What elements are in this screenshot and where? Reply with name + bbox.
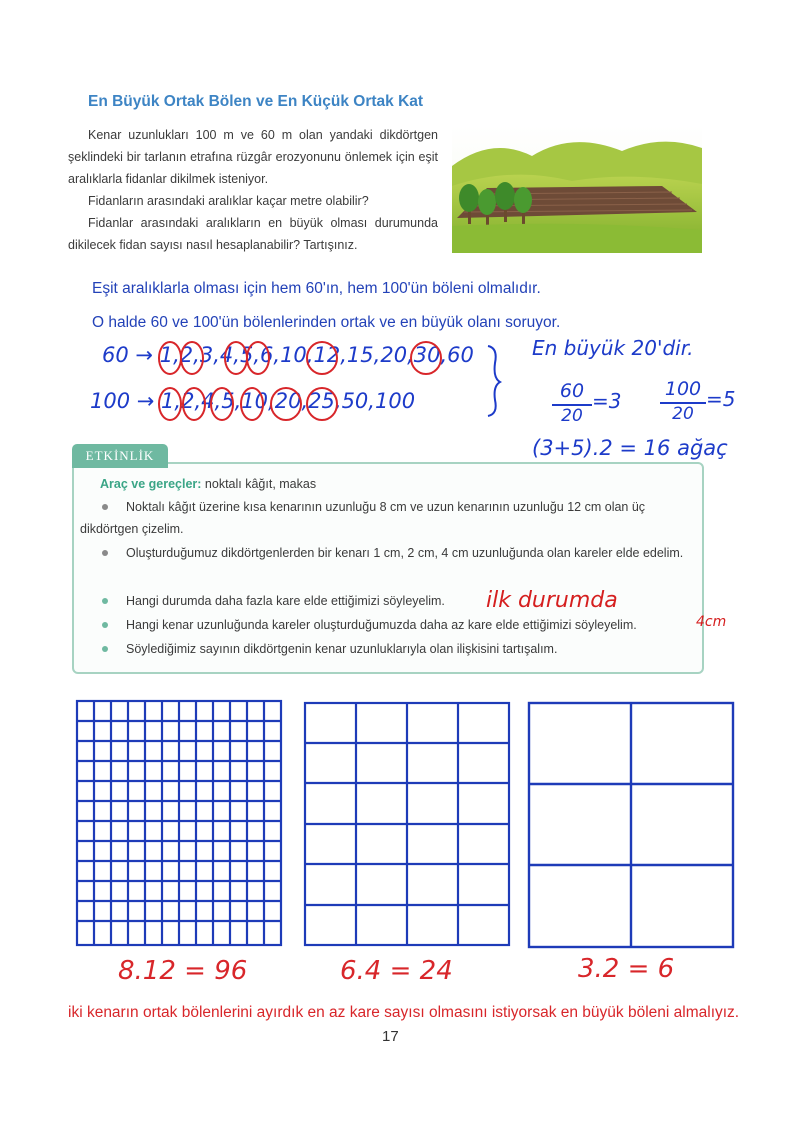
activity-item [80,614,692,636]
activity-item-text: Söylediğimiz sayının dikdörtgenin kenar uzunluklarıyla olan ilişkisini tartışalım. [126,642,558,656]
divisor-60-item: 6 [260,343,274,367]
problem-text [68,124,438,256]
activity-tab: ETKİNLİK [72,444,168,468]
page-number: 17 [382,1028,399,1045]
grid-4cm-squares [526,700,736,950]
divisors-60-row: 60 → 1,2,3,4,5,6,10,12,15,20,30,60 [102,343,474,367]
fraction-1-result: =3 [592,389,622,413]
divisor-100-item: 20 [274,389,302,413]
grid-1cm-squares [74,698,284,948]
fraction-2-denominator: 20 [672,404,694,424]
divisor-60-item: 12 [313,343,341,367]
divisor-100-item: 25 [308,389,335,413]
section-title: En Büyük Ortak Bölen ve En Küçük Ortak Kat [88,93,424,110]
divisor-100-item: 100 [374,389,416,413]
divisor-100-item: 10 [241,389,269,413]
grid-3-calculation: 3.2 = 6 [578,954,675,984]
field-illustration [452,126,702,253]
activity-item-text: Hangi durumda daha fazla kare elde ettiğimizi söyleyelim. [126,594,445,608]
divisor-100-item: 5 [221,389,235,413]
divisor-60-item: 60 [447,343,474,367]
divisor-100-item: 1 [161,389,175,413]
divisor-100-item: 4 [201,389,215,413]
divisor-100-item: 50 [341,389,369,413]
divisor-60-item: 1 [159,343,174,367]
fraction-2-numerator: 100 [664,378,702,400]
activity-item [80,542,692,564]
grid-2cm-squares [302,700,512,948]
divisor-60-item: 5 [239,343,254,367]
fraction-1-numerator: 60 [559,380,585,402]
activity-item-text: Hangi kenar uzunluğunda kareler oluşturduğumuzda daha az kare elde ettiğimizi söyleyelim. [126,618,637,632]
grid-2-calculation: 6.4 = 24 [340,956,453,986]
common-divisor-circles [150,338,510,438]
answer-first-case: ilk durumda [486,588,618,613]
divisor-100-item: 2 [181,389,195,413]
divisor-60-item: 2 [179,343,194,367]
problem-paragraph-1: Kenar uzunlukları 100 m ve 60 m olan yandaki dikdörtgen şeklindeki bir tarlanın etrafına rüzgâr erozyonunu önlemek için eşit aralıklarla fidanlar dikilmek isteniyor. [68,128,438,186]
bullet-icon [102,622,108,628]
divisor-60-item: 10 [280,343,307,367]
answer-side-length: 4cm [696,614,727,630]
activity-item [80,496,692,540]
bullet-icon [102,550,108,556]
conclusion-note: iki kenarın ortak bölenlerini ayırdık en az kare sayısı olmasını istiyorsak en büyük böleni almalıyız. [68,1004,740,1021]
divisors-60-label: 60 → [102,343,153,367]
bullet-icon [102,504,108,510]
divisor-60-item: 20 [380,343,408,367]
divisor-60-item: 15 [346,343,374,367]
divisor-60-item: 30 [413,343,441,367]
bullet-icon [102,646,108,652]
materials-label: Araç ve gereçler: [100,477,202,491]
bullet-icon [102,598,108,604]
divisor-60-item: 3 [199,343,214,367]
materials-text: noktalı kâğıt, makas [201,477,317,491]
fraction-1-denominator: 20 [561,406,583,426]
divisors-100-label: 100 → [90,389,155,413]
note-line-1: Eşit aralıklarla olması için hem 60'ın, hem 100'ün böleni olmalıdır. [92,280,541,297]
grid-1-calculation: 8.12 = 96 [118,956,248,986]
materials-line [100,477,316,491]
activity-item-text: Oluşturduğumuz dikdörtgenlerden bir kenarı 1 cm, 2 cm, 4 cm uzunluğunda olan kareler elde edelim. [126,546,684,560]
problem-paragraph-2: Fidanların arasındaki aralıklar kaçar metre olabilir? [88,194,369,208]
divisors-100-row: 100 → 1,2,4,5,10,20,25,50,100 [90,389,416,413]
activity-item-text: Noktalı kâğıt üzerine kısa kenarının uzunluğu 8 cm ve uzun kenarının uzunluğu 12 cm olan üç dikdörtgen çizelim. [80,500,646,536]
note-line-2: O halde 60 ve 100'ün bölenlerinden ortak ve en büyük olanı soruyor. [92,314,561,331]
tree-count: (3+5).2 = 16 ağaç [532,436,728,460]
problem-paragraph-3: Fidanlar arasındaki aralıkların en büyük olması durumunda dikilecek fidan sayısı nasıl hesaplanabilir? Tartışınız. [68,216,438,252]
activity-item [80,638,692,660]
fraction-2-result: =5 [706,387,736,411]
divisor-60-item: 4 [219,343,234,367]
conclusion-text: En büyük 20'dir. [532,336,694,360]
